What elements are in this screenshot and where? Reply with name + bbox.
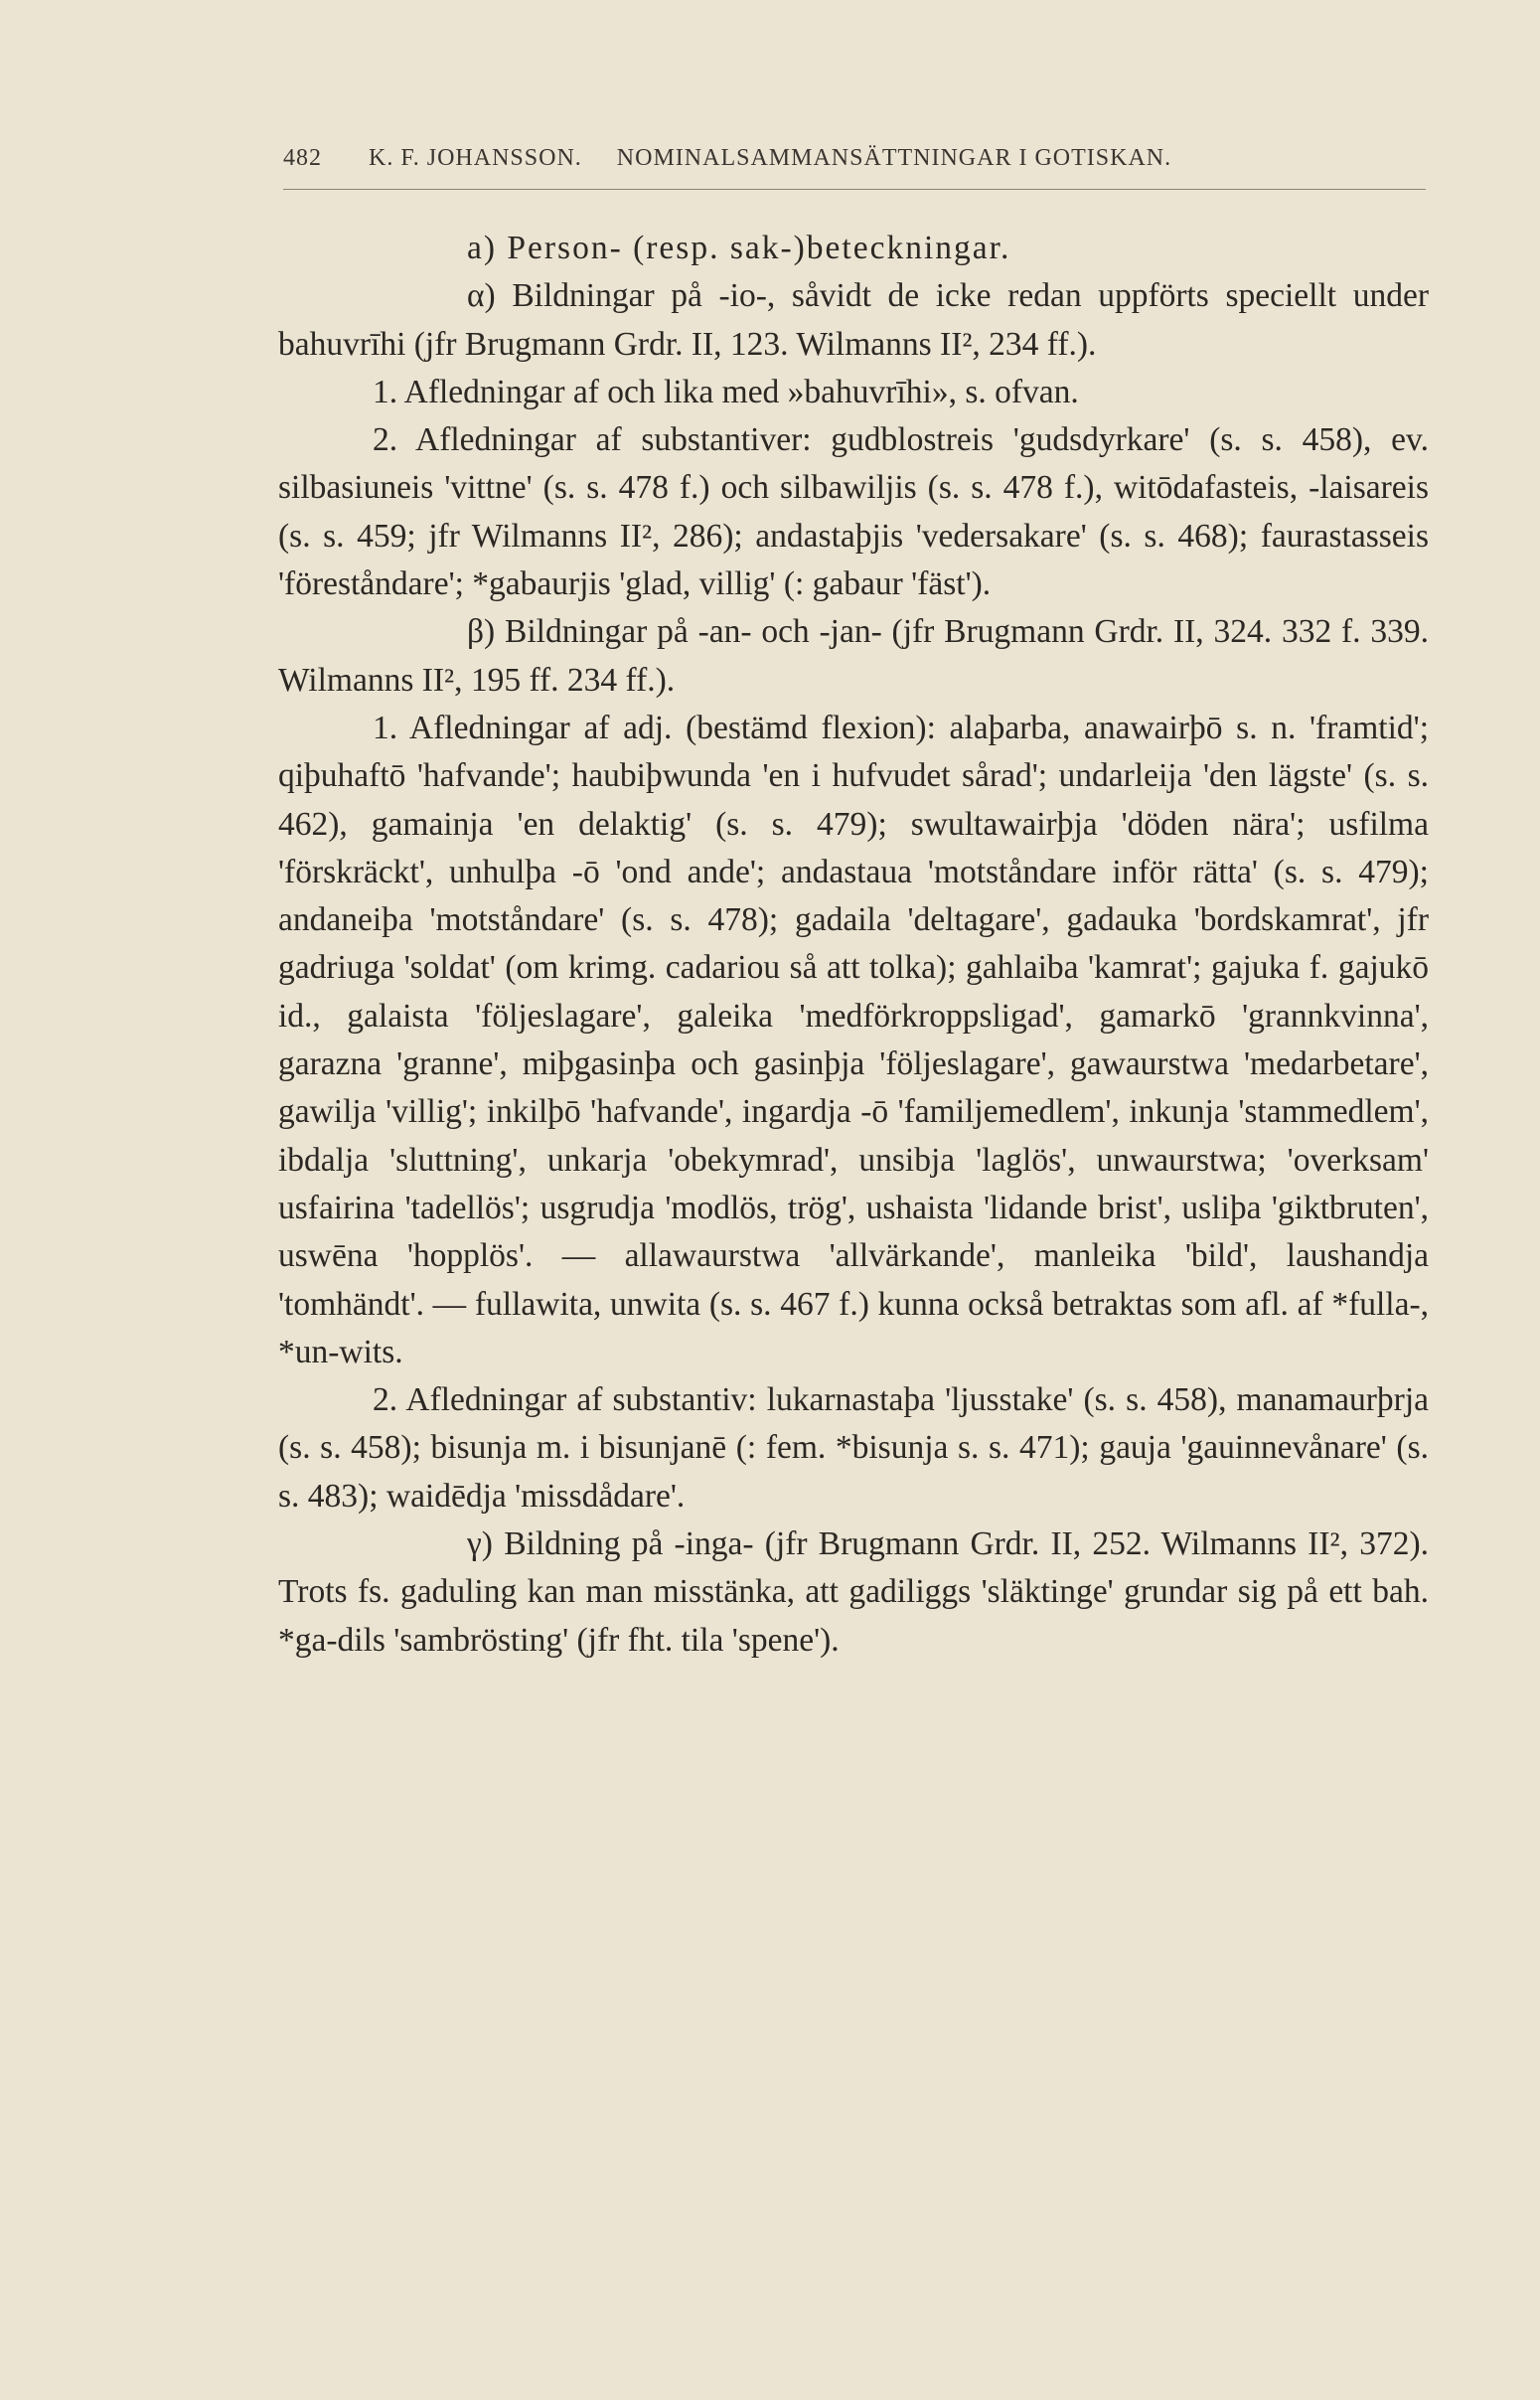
running-header (283, 145, 1426, 172)
paragraph-gamma: γ) Bildning på -inga- (jfr Brugmann Grdr. II, 252. Wilmanns II², 372). Trots fs. gaduling kan man misstänka, att gadiliggs 'släktinge' grundar sig på ett bah. *ga-dils 'sambrösting' (jfr fht. tila 'spene'). (278, 1525, 1429, 1659)
header-rule (283, 189, 1426, 190)
page-body (278, 225, 1429, 1665)
paragraph-alpha-2: 2. Afledningar af substantiver: gudblostreis 'gudsdyrkare' (s. s. 458), ev. silbasiuneis 'vittne' (s. s. 478 f.) och silbawiljis (s. s. 478 f.), witōdafasteis, -laisareis (s. s. 459; jfr Wilmanns II², 286); andastaþjis 'vedersakare' (s. s. 468); faurastasseis 'föreståndare'; *gabaurjis 'glad, villig' (: gabaur 'fäst'). (278, 421, 1429, 603)
section-heading: a) Person- (resp. sak-)beteckningar. (467, 230, 1011, 266)
paragraph-beta-2: 2. Afledningar af substantiv: lukarnastaþa 'ljusstake' (s. s. 458), manamaurþrja (s. s. 458); bisunja m. i bisunjanē (: fem. *bisunja s. s. 471); gauja 'gauinnevånare' (s. s. 483); waidēdja 'missdådare'. (278, 1381, 1429, 1515)
header-author: K. F. JOHANSSON. (369, 145, 582, 171)
paragraph-beta-1: 1. Afledningar af adj. (bestämd flexion): alaþarba, anawairþō s. n. 'framtid'; qiþuhaftō 'hafvande'; haubiþwunda 'en i hufvudet sårad'; undarleija 'den lägste' (s. s. 462), gamainja 'en delaktig' (s. s. 479); swultawairþja 'döden nära'; usfilma 'förskräckt', unhulþa -ō 'ond ande'; andastaua 'motståndare inför rätta' (s. s. 479); andaneiþa 'motståndare' (s. s. 478); gadaila 'deltagare', gadauka 'bordskamrat', jfr gadriuga 'soldat' (om krimg. cadariou så att tolka); gahlaiba 'kamrat'; gajuka f. gajukō id., galaista 'följeslagare', galeika 'medförkroppsligad', gamarkō 'grannkvinna', garazna 'granne', miþgasinþa och gasinþja 'följeslagare', gawaurstwa 'medarbetare', gawilja 'villig'; inkilþō 'hafvande', ingardja -ō 'familjemedlem', inkunja 'stammedlem', ibdalja 'sluttning', unkarja 'obekymrad', unsibja 'laglös', unwaurstwa; 'overksam' usfairina 'tadellös'; usgrudja 'modlös, trög', ushaista 'lidande brist', usliþa 'giktbruten', uswēna 'hopplös'. — allawaurstwa 'allvärkande', manleika 'bild', laushandja 'tomhändt'. — fullawita, unwita (s. s. 467 f.) kunna också betraktas som afl. af *fulla-, *un-wits. (278, 709, 1429, 1370)
paragraph-alpha-1: 1. Afledningar af och lika med »bahuvrīhi», s. ofvan. (373, 373, 1079, 410)
page-number: 482 (283, 145, 322, 171)
paragraph-alpha: α) Bildningar på -io-, såvidt de icke redan uppförts speciellt under bahuvrīhi (jfr Brugmann Grdr. II, 123. Wilmanns II², 234 ff.). (278, 277, 1429, 363)
header-title: NOMINALSAMMANSÄTTNINGAR I GOTISKAN. (616, 145, 1172, 171)
paragraph-beta: β) Bildningar på -an- och -jan- (jfr Brugmann Grdr. II, 324. 332 f. 339. Wilmanns II², 195 ff. 234 ff.). (278, 613, 1429, 699)
